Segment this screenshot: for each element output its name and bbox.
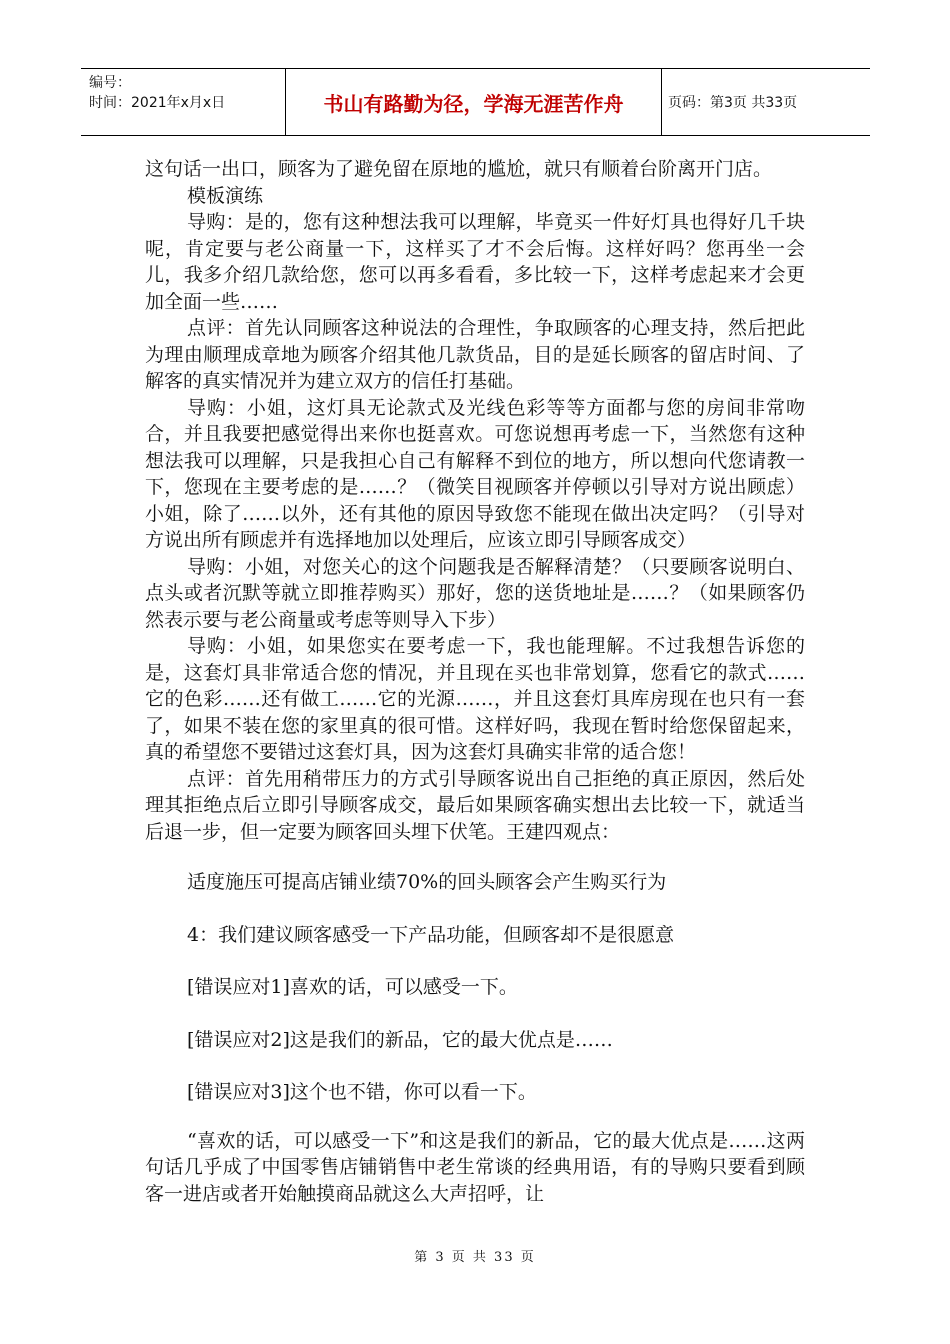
page-footer: 第 3 页 共 33 页 bbox=[414, 1250, 536, 1265]
document-body bbox=[145, 156, 805, 1207]
section-heading: 模板演练 bbox=[187, 184, 264, 207]
paragraph: 导购：小姐，这灯具无论款式及光线色彩等等方面都与您的房间非常吻合，并且我要把感觉得出来你也挺喜欢。可您说想再考虑一下，当然您有这种想法我可以理解，只是我担心自己有解释不到位的地方，所以想向代您请教一下，您现在主要考虑的是……？（微笑目视顾客并停顿以引导对方说出顾虑）小姐，除了……以外，还有其他的原因导致您不能现在做出决定吗？（引导对方说出所有顾虑并有选择地加以处理后，应该立即引导顾客成交） bbox=[145, 396, 805, 551]
number-label: 编号： bbox=[89, 75, 131, 91]
paragraph: 导购：小姐，对您关心的这个问题我是否解释清楚？（只要顾客说明白、点头或者沉默等就立即推荐购买）那好，您的送货地址是……？（如果顾客仍然表示要与老公商量或考虑等则导入下步） bbox=[145, 555, 805, 631]
paragraph: “喜欢的话，可以感受一下”和这是我们的新品，它的最大优点是……这两句话几乎成了中国零售店铺销售中老生常谈的经典用语，有的导购只要看到顾客一进店或者开始触摸商品就这么大声招呼，让 bbox=[145, 1129, 805, 1205]
document-header bbox=[81, 68, 870, 136]
header-motto: 书山有路勤为径，学海无涯苦作舟 bbox=[286, 69, 662, 135]
time-label: 时间：2021年x月x日 bbox=[89, 95, 226, 111]
header-meta bbox=[81, 69, 286, 135]
spaced-line: 适度施压可提高店铺业绩70%的回头顾客会产生购买行为 bbox=[187, 871, 667, 893]
paragraph: 导购：小姐，如果您实在要考虑一下，我也能理解。不过我想告诉您的是，这套灯具非常适合您的情况，并且现在买也非常划算，您看它的款式……它的色彩……还有做工……它的光源……，并且这套灯具库房现在也只有一套了，如果不装在您的家里真的很可惜。这样好吗，我现在暂时给您保留起来，真的希望您不要错过这套灯具，因为这套灯具确实非常的适合您！ bbox=[145, 635, 805, 763]
paragraph: 导购：是的，您有这种想法我可以理解，毕竟买一件好灯具也得好几千块呢，肯定要与老公商量一下，这样买了才不会后悔。这样好吗？您再坐一会儿，我多介绍几款给您，您可以再多看看，多比较一下，这样考虑起来才会更加全面一些…… bbox=[145, 211, 805, 313]
paragraph: 点评：首先用稍带压力的方式引导顾客说出自己拒绝的真正原因，然后处理其拒绝点后立即引导顾客成交，最后如果顾客确实想出去比较一下，就适当后退一步，但一定要为顾客回头埋下伏笔。王建四观点： bbox=[145, 767, 805, 843]
spaced-line: 4：我们建议顾客感受一下产品功能，但顾客却不是很愿意 bbox=[187, 923, 675, 946]
paragraph: 点评：首先认同顾客这种说法的合理性，争取顾客的心理支持，然后把此为理由顺理成章地为顾客介绍其他几款货品，目的是延长顾客的留店时间、了解客的真实情况并为建立双方的信任打基础。 bbox=[145, 317, 805, 392]
spaced-line: [错误应对1]喜欢的话，可以感受一下。 bbox=[187, 976, 518, 998]
header-page-info: 页码：第3页 共33页 bbox=[668, 95, 798, 111]
spaced-line: [错误应对3]这个也不错，你可以看一下。 bbox=[187, 1081, 537, 1103]
paragraph: 这句话一出口，顾客为了避免留在原地的尴尬，就只有顺着台阶离开门店。 bbox=[145, 158, 773, 180]
spaced-line: [错误应对2]这是我们的新品，它的最大优点是…… bbox=[187, 1028, 613, 1051]
